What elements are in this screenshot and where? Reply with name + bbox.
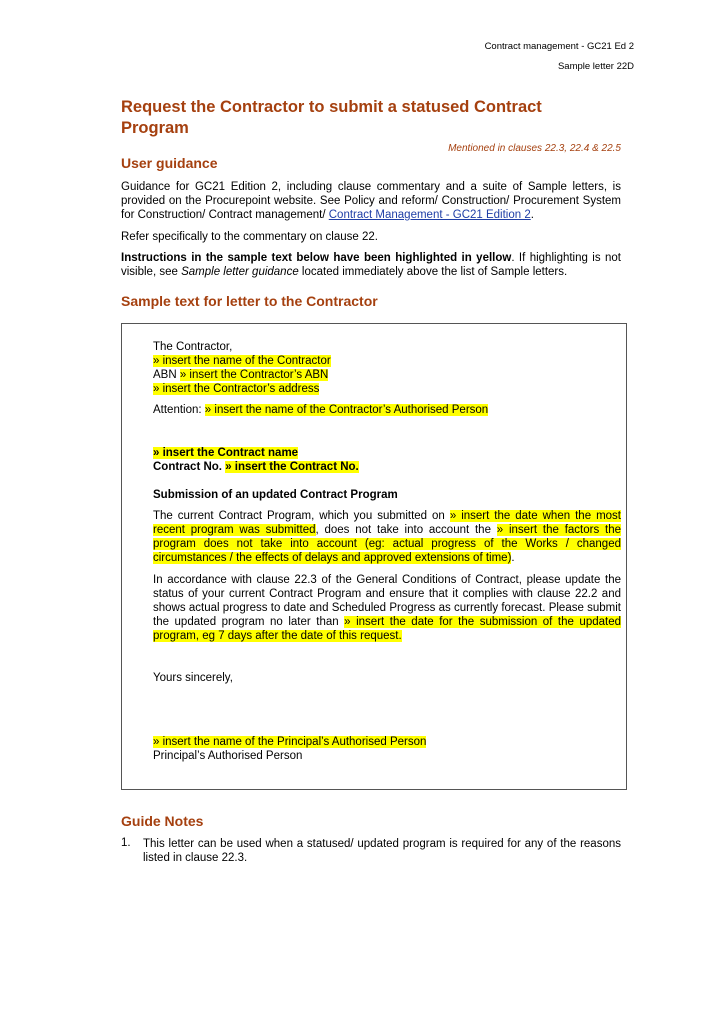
- instructions-bold: Instructions in the sample text below have been highlighted in yellow: [121, 252, 512, 264]
- instructions-end: located immediately above the list of Sample letters.: [298, 266, 568, 278]
- contractor-abn-placeholder: » insert the Contractor’s ABN: [179, 369, 329, 381]
- factors-placeholder: » insert the factors the program does not take into account (eg: actual progress of the Works / changed circumstances / the effects of delays and approved extensions of time): [153, 524, 621, 564]
- letter-attention: [153, 403, 621, 417]
- guide-note-number: 1.: [121, 837, 131, 849]
- p1-text-a: The current Contract Program, which you submitted on: [153, 510, 450, 522]
- document-header-subtitle: Sample letter 22D: [557, 61, 634, 72]
- letter-address-block: [153, 340, 621, 396]
- user-guidance-heading: User guidance: [121, 155, 218, 171]
- principal-authorised-person-placeholder: » insert the name of the Principal’s Authorised Person: [153, 736, 427, 748]
- abn-label: ABN: [153, 369, 180, 381]
- submission-date-placeholder: » insert the date when the most recent program was submitted: [153, 510, 621, 536]
- contract-no-label: Contract No.: [153, 461, 226, 473]
- letter-paragraph-1: [153, 509, 621, 565]
- page-title: Request the Contractor to submit a statused Contract Program: [121, 98, 542, 137]
- letter-closing: Yours sincerely,: [153, 672, 233, 684]
- gc21-edition2-link[interactable]: Contract Management - GC21 Edition 2: [328, 209, 531, 221]
- instructions-paragraph: [121, 251, 621, 279]
- guidance-paragraph: [121, 180, 621, 222]
- guidance-text: Guidance for GC21 Edition 2, including clause commentary and a suite of Sample letters, is provided on the Procurepoint website. See Policy and reform/ Construction/ Procurement System for Construction/ Contract management/: [121, 181, 621, 221]
- p1-text-c: .: [511, 552, 515, 564]
- letter-paragraph-2: [153, 573, 621, 643]
- contract-name-placeholder: » insert the Contract name: [153, 447, 299, 459]
- p1-text-b: , does not take into account the: [315, 524, 497, 536]
- submission-deadline-placeholder: » insert the date for the submission of the updated program, eg 7 days after the date of this request.: [153, 616, 622, 642]
- contractor-name-placeholder: » insert the name of the Contractor: [153, 355, 331, 367]
- signatory-title: Principal’s Authorised Person: [153, 750, 303, 762]
- guide-notes-heading: Guide Notes: [121, 813, 204, 829]
- letter-subject: Submission of an updated Contract Program: [153, 489, 398, 501]
- sample-text-heading: Sample text for letter to the Contractor: [121, 293, 378, 309]
- letter-recipient: The Contractor,: [153, 341, 233, 353]
- instructions-mid: . If highlighting is not visible, see: [121, 252, 621, 278]
- letter-contract-block: [153, 446, 621, 474]
- contract-no-placeholder: » insert the Contract No.: [225, 461, 359, 473]
- contractor-address-placeholder: » insert the Contractor’s address: [153, 383, 320, 395]
- attention-label: Attention:: [153, 404, 205, 416]
- letter-signature-block: [153, 735, 621, 763]
- mentioned-clauses: Mentioned in clauses 22.3, 22.4 & 22.5: [448, 143, 621, 154]
- document-header-title: Contract management - GC21 Ed 2: [484, 41, 634, 52]
- guide-note-text: This letter can be used when a statused/ updated program is required for any of the reasons listed in clause 22.3.: [143, 838, 621, 864]
- authorised-person-placeholder: » insert the name of the Contractor’s Authorised Person: [204, 404, 489, 416]
- instructions-italic: Sample letter guidance: [181, 266, 299, 278]
- guidance-period: .: [530, 209, 534, 221]
- p2-text: In accordance with clause 22.3 of the General Conditions of Contract, please update the status of your current Contract Program and ensure that it complies with clause 22.2 and shows actual progress to date and Scheduled Progress as currently forecast. Please submit the updated program no later than: [153, 574, 621, 628]
- refer-paragraph: Refer specifically to the commentary on clause 22.: [121, 231, 378, 243]
